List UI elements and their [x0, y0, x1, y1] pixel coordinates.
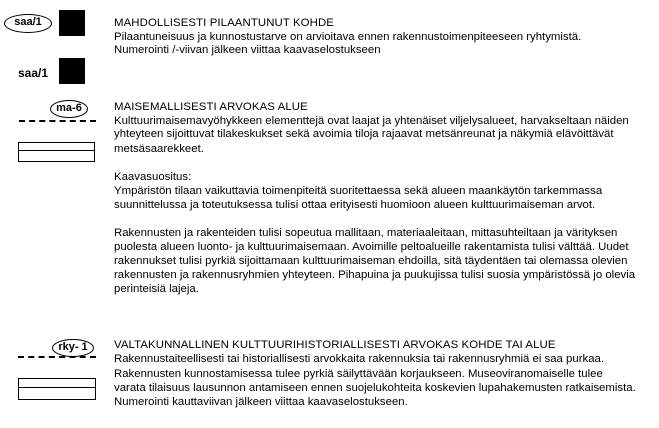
- ma-recommendation-line-1: Ympäristön tilaan vaikuttavia toimenpiteitä suoritettaessa sekä alueen maankäytön tarkemmassa: [114, 185, 603, 197]
- rky-line-3: varata tilaisuus lausunnon antamiseen ennen suojelukohteita koskevien lupahakemusten ratkaisemista.: [114, 382, 636, 394]
- saa-title: MAHDOLLISESTI PILAANTUNUT KOHDE: [114, 17, 334, 29]
- rky-hatch-symbol: [18, 378, 96, 400]
- rky-dashdot-line: [18, 356, 96, 358]
- saa-symbol-square: [59, 10, 85, 36]
- ma-building-line-2: puolesta alueen luonto- ja kulttuurimaisemaan. Avoimille peltoalueille rakentamista tulisi välttää. Uudet: [114, 241, 629, 253]
- saa-line-1: Pilaantuneisuus ja kunnostustarve on arvioitava ennen rakennustoimenpiteeseen ryhtymistä.: [114, 31, 582, 43]
- ma-building-line-4: rakennusten ja rakennusryhmien yhteyteen. Pihapuina ja puukujissa tulisi suosia ympäristössä jo olevia: [114, 269, 636, 281]
- ma-recommendation-heading: Kaavasuositus:: [114, 171, 192, 183]
- saa-symbol-label: saa/1: [14, 16, 42, 28]
- saa-line-2: Numerointi /-viivan jälkeen viittaa kaavaselostukseen: [114, 44, 381, 56]
- saa-symbol-oval: [4, 14, 52, 33]
- rky-line-1: Rakennustaiteellisesti tai historiallisesti arvokkaita rakennuksia tai rakennusryhmiä ei saa purkaa.: [114, 353, 605, 365]
- saa-symbol-label-plain: saa/1: [18, 66, 49, 80]
- rky-line-2: Rakennusten kunnostamisessa tulee pyrkiä säilyttävään korjaukseen. Museoviranomaiselle tulee: [114, 368, 603, 380]
- ma-building-line-1: Rakennusten ja rakenteiden tulisi sopeutua mallitaan, materiaaleitaan, mittasuhteiltaan ja värityksen: [114, 227, 618, 239]
- rky-line-4: Numerointi kauttaviivan jälkeen viittaa kaavaselostukseen.: [114, 396, 408, 408]
- ma-line-3: metsäsaarekkeet.: [114, 143, 204, 155]
- saa-symbol-square-2: [59, 58, 85, 84]
- ma-dashdot-line: [19, 120, 96, 122]
- ma-building-line-3: rakennukset tulisi pyrkiä sijoittamaan kulttuurimaiseman ehdoilla, sitä täydentäen tai olemassa olevien: [114, 255, 628, 267]
- ma-building-line-5: perinteisiä lajeja.: [114, 283, 199, 295]
- ma-line-1: Kulttuurimaisemavyöhykkeen elementtejä ovat laajat ja yhtenäiset viljelysalueet, harvakseltaan näiden: [114, 115, 629, 127]
- ma-recommendation-line-2: suunnittelussa ja toteutuksessa tulisi ottaa erityisesti huomioon alueen kulttuurimaiseman arvot.: [114, 199, 596, 211]
- rky-symbol-oval: [52, 339, 94, 357]
- ma-title: MAISEMALLISESTI ARVOKAS ALUE: [114, 101, 308, 113]
- rky-symbol-label: rky- 1: [58, 341, 88, 353]
- ma-hatch-symbol: [18, 142, 95, 162]
- rky-title: VALTAKUNNALLINEN KULTTUURIHISTORIALLISESTI ARVOKAS KOHDE TAI ALUE: [114, 339, 556, 351]
- ma-line-2: yhteyteen sijoittuvat tilakeskukset sekä avoimia tiloja rajaavat metsänreunat ja näkymiä elävöittävät: [114, 128, 614, 140]
- ma-symbol-oval: [50, 100, 88, 118]
- ma-symbol-label: ma-6: [56, 102, 82, 114]
